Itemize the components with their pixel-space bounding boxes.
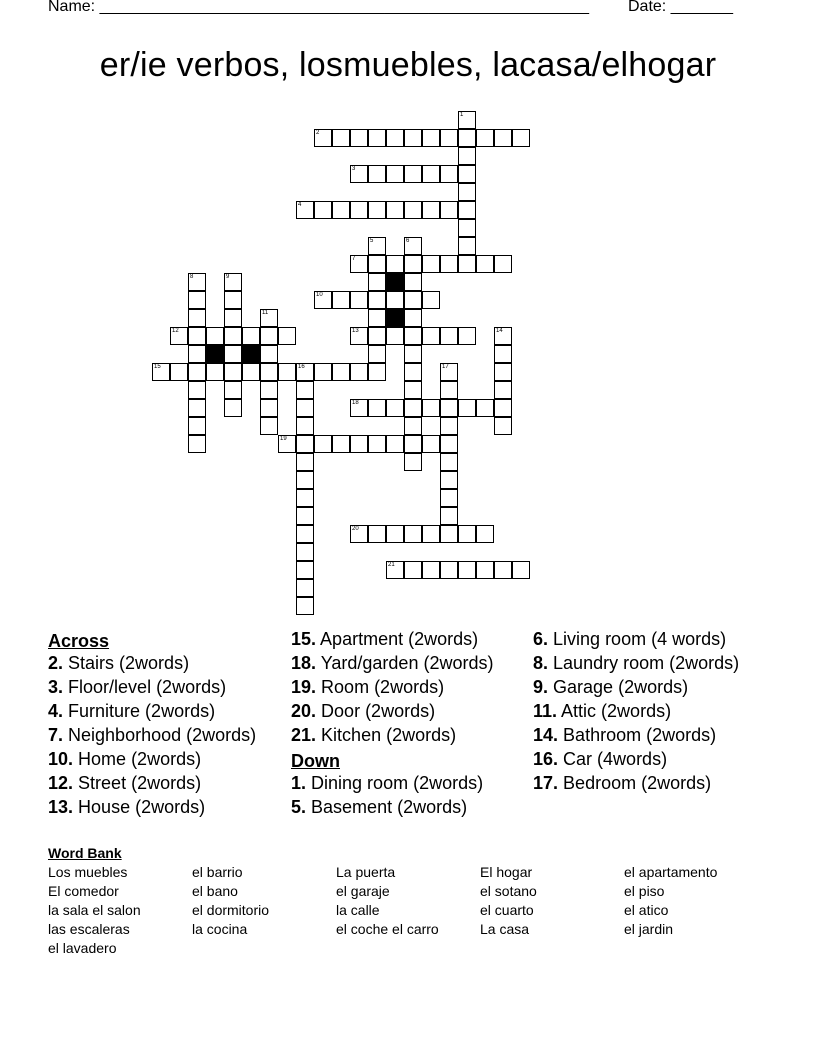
clue-number: 7 — [352, 256, 356, 262]
crossword-cell[interactable] — [278, 363, 296, 381]
crossword-cell[interactable] — [260, 327, 278, 345]
crossword-cell[interactable] — [368, 165, 386, 183]
crossword-cell[interactable] — [404, 435, 422, 453]
clue-across-7: 7. Neighborhood (2words) — [48, 725, 257, 745]
crossword-cell[interactable] — [350, 129, 368, 147]
word-bank-item: el garaje — [336, 883, 390, 899]
crossword-cell[interactable] — [206, 363, 224, 381]
crossword-cell[interactable] — [494, 363, 512, 381]
crossword-cell[interactable] — [458, 111, 476, 129]
crossword-cell[interactable] — [260, 345, 278, 363]
crossword-cell[interactable] — [458, 399, 476, 417]
crossword-cell[interactable] — [386, 165, 404, 183]
crossword-cell[interactable] — [170, 363, 188, 381]
crossword-cell[interactable] — [440, 435, 458, 453]
clue-across-13: 13. House (2words) — [48, 797, 206, 817]
word-bank-item: El comedor — [48, 883, 119, 899]
crossword-cell[interactable] — [404, 345, 422, 363]
crossword-cell[interactable] — [242, 327, 260, 345]
word-bank-item: El hogar — [480, 864, 533, 880]
crossword-cell[interactable] — [404, 417, 422, 435]
crossword-block — [386, 273, 404, 291]
crossword-cell[interactable] — [440, 201, 458, 219]
word-bank-column — [480, 863, 537, 939]
crossword-cell[interactable] — [404, 129, 422, 147]
crossword-cell[interactable] — [422, 399, 440, 417]
crossword-cell[interactable] — [422, 201, 440, 219]
clue-down-11: 11. Attic (2words) — [533, 701, 672, 721]
crossword-cell[interactable] — [296, 381, 314, 399]
crossword-cell[interactable] — [476, 129, 494, 147]
crossword-cell[interactable] — [296, 417, 314, 435]
word-bank-item: el piso — [624, 883, 665, 899]
crossword-cell[interactable] — [422, 165, 440, 183]
crossword-cell[interactable] — [260, 399, 278, 417]
crossword-cell[interactable] — [386, 255, 404, 273]
clue-across-3: 3. Floor/level (2words) — [48, 677, 227, 697]
crossword-cell[interactable] — [494, 381, 512, 399]
crossword-cell[interactable] — [296, 597, 314, 615]
crossword-cell[interactable] — [368, 309, 386, 327]
crossword-cell[interactable] — [368, 237, 386, 255]
clue-down-1: 1. Dining room (2words) — [291, 773, 484, 793]
crossword-cell[interactable] — [278, 327, 296, 345]
crossword-cell[interactable] — [296, 543, 314, 561]
crossword-cell[interactable] — [494, 399, 512, 417]
word-bank-item: el cuarto — [480, 902, 534, 918]
crossword-cell[interactable] — [458, 327, 476, 345]
crossword-cell[interactable] — [458, 201, 476, 219]
crossword-cell[interactable] — [332, 291, 350, 309]
crossword-cell[interactable] — [368, 273, 386, 291]
crossword-cell[interactable] — [296, 363, 314, 381]
word-bank-item: el dormitorio — [192, 902, 270, 918]
crossword-cell[interactable] — [458, 561, 476, 579]
crossword-cell[interactable] — [404, 381, 422, 399]
crossword-cell[interactable] — [296, 435, 314, 453]
crossword-cell[interactable] — [440, 525, 458, 543]
clue-across-12: 12. Street (2words) — [48, 773, 202, 793]
crossword-cell[interactable] — [350, 327, 368, 345]
crossword-cell[interactable] — [458, 237, 476, 255]
crossword-cell[interactable] — [224, 327, 242, 345]
crossword-cell[interactable] — [350, 255, 368, 273]
crossword-cell[interactable] — [152, 363, 170, 381]
clue-number: 2 — [316, 130, 320, 136]
crossword-cell[interactable] — [368, 201, 386, 219]
crossword-cell[interactable] — [350, 435, 368, 453]
date-line[interactable]: Date: _______ — [628, 0, 733, 15]
clues-column-2 — [291, 629, 526, 821]
crossword-cell[interactable] — [386, 525, 404, 543]
crossword-cell[interactable] — [386, 435, 404, 453]
clue-number: 11 — [262, 310, 269, 316]
word-bank-column — [192, 863, 269, 939]
crossword-cell[interactable] — [224, 273, 242, 291]
across-heading: Across — [48, 631, 110, 651]
crossword-cell[interactable] — [332, 129, 350, 147]
crossword-cell[interactable] — [512, 129, 530, 147]
crossword-cell[interactable] — [296, 507, 314, 525]
clue-down-14: 14. Bathroom (2words) — [533, 725, 717, 745]
crossword-cell[interactable] — [368, 345, 386, 363]
crossword-cell[interactable] — [296, 471, 314, 489]
crossword-cell[interactable] — [422, 525, 440, 543]
crossword-cell[interactable] — [188, 435, 206, 453]
clue-number: 19 — [280, 436, 287, 442]
crossword-cell[interactable] — [260, 417, 278, 435]
name-line[interactable]: Name: _______________________________________________________ — [48, 0, 589, 15]
word-bank-heading: Word Bank — [48, 845, 122, 861]
crossword-cell[interactable] — [422, 129, 440, 147]
crossword-cell[interactable] — [386, 291, 404, 309]
crossword-cell[interactable] — [404, 327, 422, 345]
crossword-cell[interactable] — [458, 183, 476, 201]
crossword-cell[interactable] — [332, 201, 350, 219]
clue-number: 17 — [442, 364, 449, 370]
crossword-cell[interactable] — [404, 273, 422, 291]
word-bank-item: Los muebles — [48, 864, 128, 880]
crossword-cell[interactable] — [494, 417, 512, 435]
crossword-cell[interactable] — [368, 327, 386, 345]
crossword-cell[interactable] — [458, 219, 476, 237]
crossword-cell[interactable] — [296, 525, 314, 543]
page-title: er/ie verbos, losmuebles, lacasa/elhogar — [99, 46, 717, 84]
crossword-cell[interactable] — [494, 129, 512, 147]
clue-across-15: 15. Apartment (2words) — [291, 629, 479, 649]
crossword-cell[interactable] — [224, 309, 242, 327]
crossword-cell[interactable] — [440, 471, 458, 489]
crossword-cell[interactable] — [350, 165, 368, 183]
crossword-cell[interactable] — [386, 561, 404, 579]
crossword-cell[interactable] — [422, 435, 440, 453]
crossword-block — [242, 345, 260, 363]
crossword-cell[interactable] — [314, 291, 332, 309]
clue-number: 12 — [172, 328, 179, 334]
word-bank-column — [336, 863, 439, 939]
crossword-cell[interactable] — [368, 255, 386, 273]
crossword-cell[interactable] — [386, 327, 404, 345]
crossword-cell[interactable] — [188, 417, 206, 435]
crossword-cell[interactable] — [368, 399, 386, 417]
word-bank-item: el jardin — [624, 921, 674, 937]
crossword-cell[interactable] — [494, 345, 512, 363]
crossword-cell[interactable] — [476, 561, 494, 579]
clue-number: 1 — [460, 112, 464, 118]
word-bank-item: el sotano — [480, 883, 537, 899]
word-bank-item: el barrio — [192, 864, 243, 880]
crossword-cell[interactable] — [458, 129, 476, 147]
crossword-cell[interactable] — [476, 255, 494, 273]
clue-number: 10 — [316, 292, 323, 298]
crossword-cell[interactable] — [260, 381, 278, 399]
clue-down-9: 9. Garage (2words) — [533, 677, 689, 697]
down-heading: Down — [291, 751, 340, 771]
crossword-cell[interactable] — [206, 327, 224, 345]
clue-number: 9 — [226, 274, 230, 280]
crossword-cell[interactable] — [368, 291, 386, 309]
crossword-cell[interactable] — [404, 201, 422, 219]
crossword-cell[interactable] — [458, 525, 476, 543]
crossword-cell[interactable] — [476, 525, 494, 543]
crossword-cell[interactable] — [368, 525, 386, 543]
crossword-cell[interactable] — [476, 399, 494, 417]
crossword-block — [386, 309, 404, 327]
clue-number: 8 — [190, 274, 194, 280]
word-bank-item: el coche el carro — [336, 921, 439, 937]
clue-down-17: 17. Bedroom (2words) — [533, 773, 712, 793]
crossword-cell[interactable] — [422, 561, 440, 579]
crossword-cell[interactable] — [404, 453, 422, 471]
crossword-cell[interactable] — [224, 345, 242, 363]
crossword-cell[interactable] — [188, 309, 206, 327]
crossword-cell[interactable] — [494, 255, 512, 273]
clue-down-6: 6. Living room (4 words) — [533, 629, 727, 649]
clue-across-21: 21. Kitchen (2words) — [291, 725, 457, 745]
crossword-cell[interactable] — [422, 327, 440, 345]
crossword-cell[interactable] — [296, 201, 314, 219]
word-bank-item: el bano — [192, 883, 238, 899]
crossword-cell[interactable] — [440, 399, 458, 417]
crossword-cell[interactable] — [296, 579, 314, 597]
clue-across-20: 20. Door (2words) — [291, 701, 436, 721]
clue-number: 21 — [388, 562, 395, 568]
crossword-cell[interactable] — [224, 381, 242, 399]
crossword-cell[interactable] — [170, 327, 188, 345]
crossword-cell[interactable] — [350, 291, 368, 309]
word-bank-item: el atico — [624, 902, 669, 918]
crossword-cell[interactable] — [224, 399, 242, 417]
clue-number: 20 — [352, 526, 359, 532]
crossword-cell[interactable] — [386, 129, 404, 147]
crossword-cell[interactable] — [458, 147, 476, 165]
crossword-cell[interactable] — [296, 489, 314, 507]
crossword-cell[interactable] — [494, 561, 512, 579]
word-bank-item: la calle — [336, 902, 380, 918]
word-bank-column — [48, 863, 141, 958]
crossword-cell[interactable] — [350, 363, 368, 381]
crossword-cell[interactable] — [314, 435, 332, 453]
word-bank-item: el lavadero — [48, 940, 117, 956]
crossword-cell[interactable] — [440, 165, 458, 183]
crossword-cell[interactable] — [494, 327, 512, 345]
clue-down-5: 5. Basement (2words) — [291, 797, 468, 817]
clue-down-16: 16. Car (4words) — [533, 749, 668, 769]
crossword-cell[interactable] — [296, 399, 314, 417]
clue-number: 14 — [496, 328, 503, 334]
crossword-cell[interactable] — [314, 201, 332, 219]
crossword-cell[interactable] — [404, 399, 422, 417]
crossword-cell[interactable] — [242, 363, 260, 381]
crossword-cell[interactable] — [404, 165, 422, 183]
clue-number: 16 — [298, 364, 305, 370]
crossword-cell[interactable] — [440, 363, 458, 381]
crossword-cell[interactable] — [386, 399, 404, 417]
crossword-cell[interactable] — [332, 363, 350, 381]
clue-across-2: 2. Stairs (2words) — [48, 653, 190, 673]
crossword-cell[interactable] — [350, 525, 368, 543]
clue-number: 5 — [370, 238, 374, 244]
crossword-cell[interactable] — [260, 309, 278, 327]
crossword-cell[interactable] — [224, 363, 242, 381]
clue-number: 15 — [154, 364, 161, 370]
crossword-cell[interactable] — [440, 327, 458, 345]
crossword-cell[interactable] — [350, 399, 368, 417]
crossword-cell[interactable] — [512, 561, 530, 579]
crossword-cell[interactable] — [260, 363, 278, 381]
word-bank-item: La puerta — [336, 864, 396, 880]
crossword-cell[interactable] — [350, 201, 368, 219]
crossword-cell[interactable] — [440, 129, 458, 147]
crossword-cell[interactable] — [386, 201, 404, 219]
crossword-cell[interactable] — [404, 561, 422, 579]
crossword-cell[interactable] — [422, 291, 440, 309]
crossword-cell[interactable] — [296, 453, 314, 471]
clue-across-10: 10. Home (2words) — [48, 749, 202, 769]
crossword-cell[interactable] — [458, 255, 476, 273]
word-bank-column — [624, 863, 717, 939]
crossword-cell[interactable] — [188, 345, 206, 363]
crossword-cell[interactable] — [368, 129, 386, 147]
crossword-cell[interactable] — [404, 525, 422, 543]
crossword-cell[interactable] — [404, 291, 422, 309]
crossword-cell[interactable] — [188, 399, 206, 417]
clue-across-19: 19. Room (2words) — [291, 677, 445, 697]
crossword-cell[interactable] — [296, 561, 314, 579]
crossword-cell[interactable] — [368, 363, 386, 381]
crossword-cell[interactable] — [368, 435, 386, 453]
crossword-cell[interactable] — [404, 255, 422, 273]
clue-number: 13 — [352, 328, 359, 334]
clues-column-1 — [48, 629, 278, 821]
clue-number: 6 — [406, 238, 410, 244]
clue-down-8: 8. Laundry room (2words) — [533, 653, 740, 673]
crossword-cell[interactable] — [422, 255, 440, 273]
crossword-cell[interactable] — [440, 507, 458, 525]
crossword-cell[interactable] — [188, 381, 206, 399]
word-bank-item: el apartamento — [624, 864, 718, 880]
word-bank-item: las escaleras — [48, 921, 130, 937]
clue-across-4: 4. Furniture (2words) — [48, 701, 216, 721]
crossword-cell[interactable] — [440, 417, 458, 435]
crossword-cell[interactable] — [314, 363, 332, 381]
word-bank-item: la sala el salon — [48, 902, 141, 918]
crossword-cell[interactable] — [314, 129, 332, 147]
clue-number: 4 — [298, 202, 302, 208]
crossword-cell[interactable] — [440, 381, 458, 399]
crossword-cell[interactable] — [188, 291, 206, 309]
crossword-cell[interactable] — [404, 309, 422, 327]
crossword-cell[interactable] — [224, 291, 242, 309]
clue-across-18: 18. Yard/garden (2words) — [291, 653, 494, 673]
word-bank-item: la cocina — [192, 921, 248, 937]
clues-column-3 — [533, 629, 763, 797]
crossword-cell[interactable] — [440, 561, 458, 579]
crossword-cell[interactable] — [332, 435, 350, 453]
clue-number: 18 — [352, 400, 359, 406]
crossword-cell[interactable] — [458, 165, 476, 183]
crossword-cell[interactable] — [188, 363, 206, 381]
crossword-cell[interactable] — [404, 237, 422, 255]
clue-number: 3 — [352, 166, 356, 172]
word-bank-item: La casa — [480, 921, 530, 937]
crossword-cell[interactable] — [440, 489, 458, 507]
crossword-cell[interactable] — [278, 435, 296, 453]
crossword-cell[interactable] — [440, 453, 458, 471]
crossword-cell[interactable] — [440, 255, 458, 273]
crossword-cell[interactable] — [404, 363, 422, 381]
crossword-cell[interactable] — [188, 273, 206, 291]
crossword-cell[interactable] — [188, 327, 206, 345]
crossword-block — [206, 345, 224, 363]
